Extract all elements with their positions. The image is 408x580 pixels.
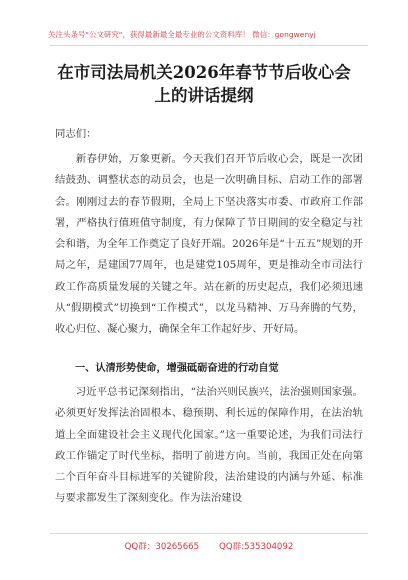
paragraph-opening: 新春伊始，万象更新。今天我们召开节后收心会，既是一次团结鼓劲、调整状态的动员会，也是一次明确目标、启动工作的部署会。刚刚过去的春节假期，全局上下坚决落实市委、市政府工作部署，严格执行值班值守制度，有力保障了节日期间的安全稳定与社会和谐，为全年工作奠定了良好开端。2026年是“十五五”规划的开局之年，是建国77周年，也是建党105周年，更是推动全市司法行政工作高质量发展的关键之年。站在新的历史起点，我们必须迅速从“假期模式”切换到“工作模式”，以龙马精神、万马奔腾的气势，收心归位、凝心聚力，确保全年工作起好步、开好局。 <box>55 153 363 336</box>
footer-contact <box>50 540 368 552</box>
paragraph-section-1: 习近平总书记深刻指出，“法治兴则民族兴，法治强则国家强。必须更好发挥法治固根本、稳预期、利长远的保障作用，在法治轨道上全面建设社会主义现代化国家。”这一重要论述，为我们司法行政工作锚定了时代坐标，指明了前进方向。当前，我国正处在向第二个百年奋斗目标进军的关键阶段，法治建设的内涵与外延、标准与要求都发生了深刻变化。作为法治建设 <box>55 386 363 505</box>
header-promo-note: 关注头条号"公文研究"，获得最新最全最专业的公文资料库！ 微信：gongwenyj <box>48 30 316 39</box>
document-title <box>40 61 368 107</box>
salutation: 同志们： <box>55 128 97 140</box>
document-title-line1: 在市司法局机关2026年春节节后收心会 <box>57 63 351 82</box>
footer-qq-group-2: QQ群:535304092 <box>219 542 294 552</box>
section-heading-1: 一、认清形势使命，增强砥砺奋进的行动自觉 <box>75 363 279 374</box>
document-title-line2: 上的讲话提纲 <box>154 86 254 105</box>
header-divider <box>50 45 368 46</box>
footer-divider <box>50 533 368 534</box>
footer-qq-group-1: QQ群：30265665 <box>124 542 200 552</box>
